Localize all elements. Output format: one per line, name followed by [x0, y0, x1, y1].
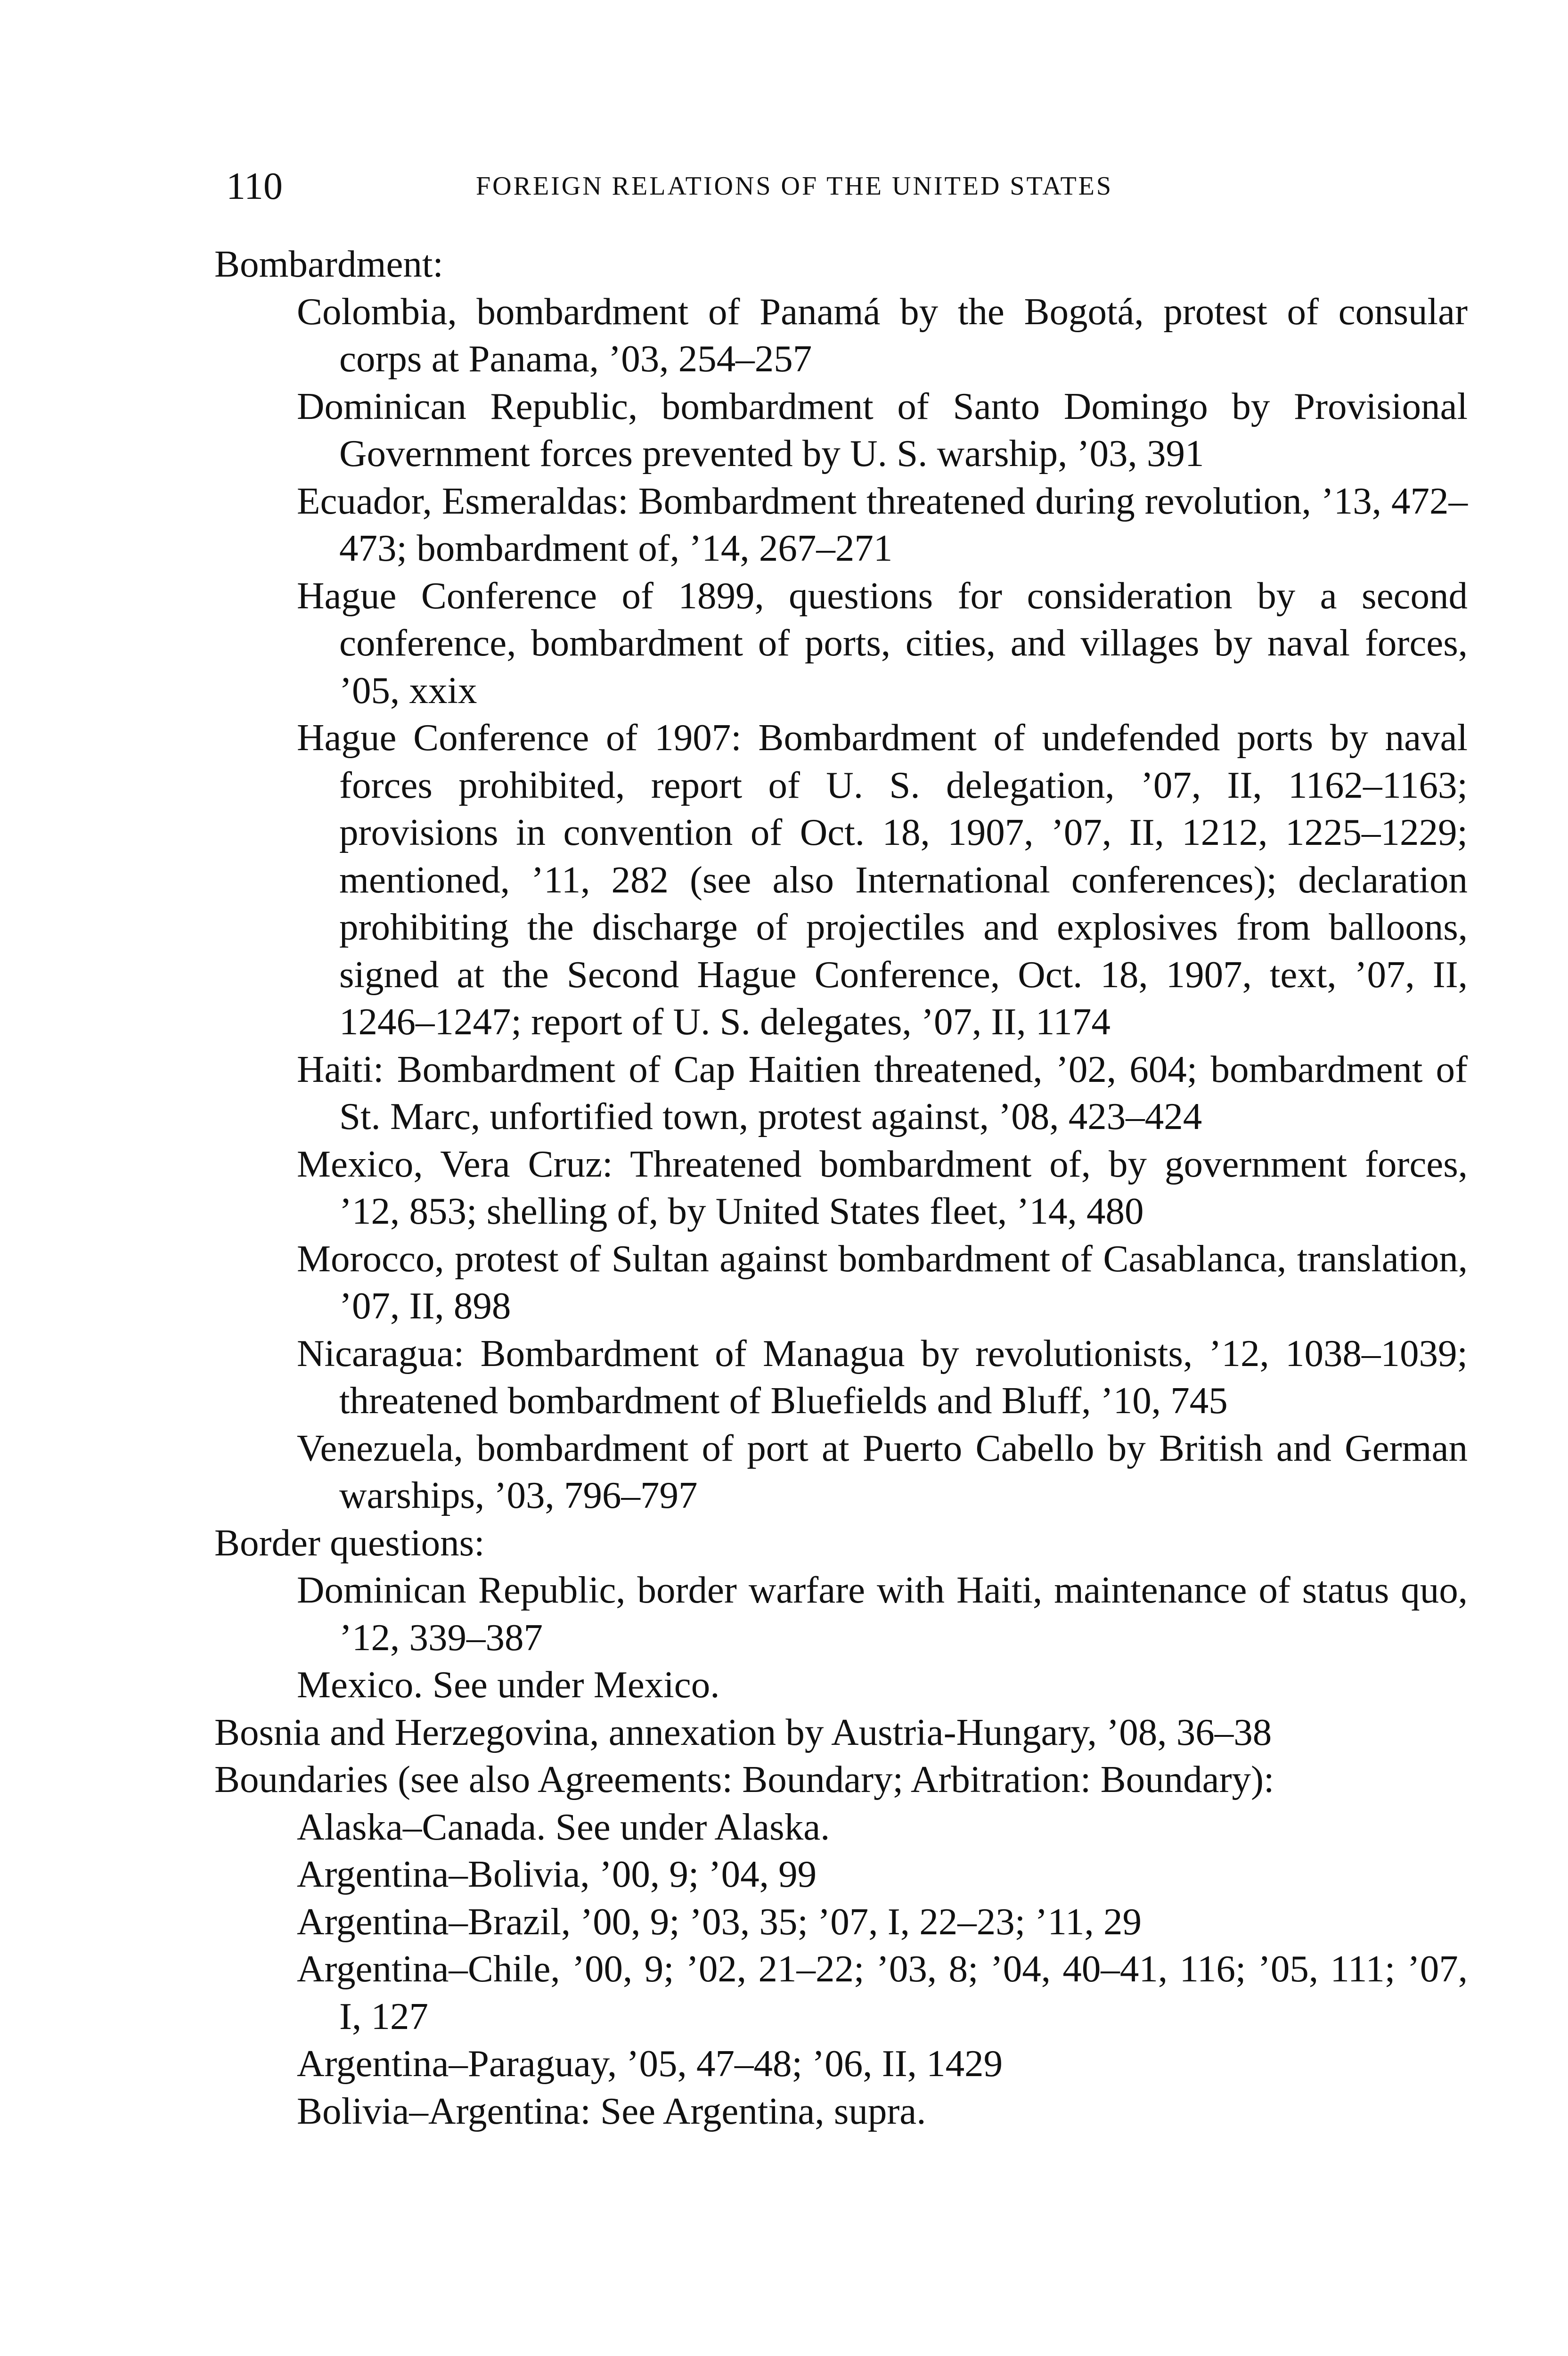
index-subentry: Haiti: Bombardment of Cap Haitien threatened, ’02, 604; bombardment of St. Marc, unfortified town, protest against, ’08, 423–424 [297, 1047, 1468, 1137]
index-subentry: Mexico. See under Mexico. [297, 1663, 720, 1706]
index-subentry: Mexico, Vera Cruz: Threatened bombardment of, by government forces, ’12, 853; shelling of, by United States fleet, ’14, 480 [297, 1142, 1468, 1232]
index-subentry: Colombia, bombardment of Panamá by the Bogotá, protest of consular corps at Panama, ’03, 254–257 [297, 290, 1468, 380]
index-subentry: Argentina–Chile, ’00, 9; ’02, 21–22; ’03, 8; ’04, 40–41, 116; ’05, 111; ’07, I, 127 [297, 1947, 1468, 2037]
index-content [214, 240, 1468, 2135]
index-subentry: Hague Conference of 1899, questions for consideration by a second conference, bombardment of ports, cities, and villages by naval forces, ’05, xxix [297, 574, 1468, 712]
index-subentry: Venezuela, bombardment of port at Puerto Cabello by British and German warships, ’03, 796–797 [297, 1426, 1468, 1516]
index-subentry: Argentina–Paraguay, ’05, 47–48; ’06, II, 1429 [297, 2042, 1003, 2085]
index-subentry: Bolivia–Argentina: See Argentina, supra. [297, 2089, 926, 2132]
index-subentry: Argentina–Brazil, ’00, 9; ’03, 35; ’07, I, 22–23; ’11, 29 [297, 1900, 1142, 1943]
index-heading-boundaries: Boundaries (see also Agreements: Boundary; Arbitration: Boundary): [214, 1758, 1274, 1800]
index-subentry: Ecuador, Esmeraldas: Bombardment threatened during revolution, ’13, 472–473; bombardment of, ’14, 267–271 [297, 479, 1468, 569]
index-heading-border-questions: Border questions: [214, 1521, 485, 1564]
running-head [226, 160, 1451, 212]
index-heading-bombardment: Bombardment: [214, 243, 443, 285]
index-subentry: Dominican Republic, bombardment of Santo Domingo by Provisional Government forces prevented by U. S. warship, ’03, 391 [297, 384, 1468, 474]
running-title: FOREIGN RELATIONS OF THE UNITED STATES [476, 172, 1113, 201]
index-subentry: Morocco, protest of Sultan against bombardment of Casablanca, translation, ’07, II, 898 [297, 1237, 1468, 1327]
index-heading-bosnia: Bosnia and Herzegovina, annexation by Austria-Hungary, ’08, 36–38 [214, 1710, 1272, 1753]
index-subentry: Argentina–Bolivia, ’00, 9; ’04, 99 [297, 1853, 817, 1895]
index-subentry: Dominican Republic, border warfare with Haiti, maintenance of status quo, ’12, 339–387 [297, 1569, 1468, 1659]
index-subentry: Hague Conference of 1907: Bombardment of undefended ports by naval forces prohibited, report of U. S. delegation, ’07, II, 1162–1163; provisions in convention of Oct. 18, 1907, ’07, II, 1212, 1225–1229; mentioned, ’11, 282 (see also International conferences); declaration prohibiting the discharge of projectiles and explosives from balloons, signed at the Second Hague Conference, Oct. 18, 1907, text, ’07, II, 1246–1247; report of U. S. delegates, ’07, II, 1174 [297, 716, 1468, 1043]
index-subentry: Nicaragua: Bombardment of Managua by revolutionists, ’12, 1038–1039; threatened bombardment of Bluefields and Bluff, ’10, 745 [297, 1332, 1468, 1422]
page-number: 110 [226, 164, 283, 207]
index-subentry: Alaska–Canada. See under Alaska. [297, 1805, 830, 1848]
